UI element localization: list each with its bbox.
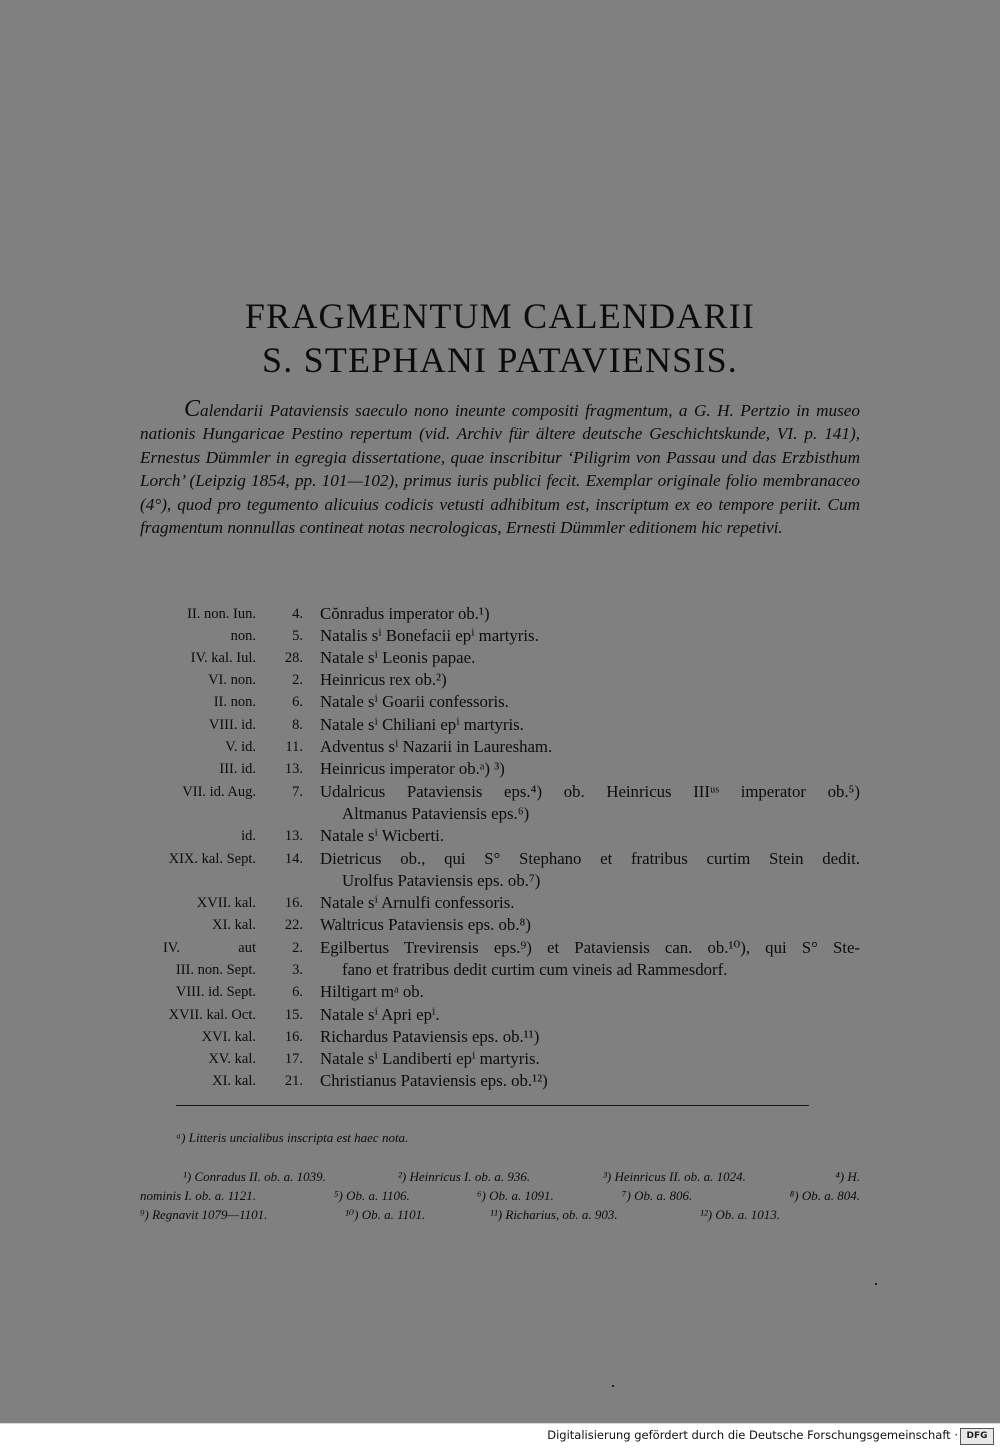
calendar-row	[0, 736, 1000, 758]
calendar-row	[0, 1004, 1000, 1026]
calendar-day: 3.	[292, 962, 303, 978]
calendar-row	[0, 758, 1000, 780]
intro-text: alendarii Pataviensis saeculo nono ineunte compositi fragmentum, a G. H. Pertzio in museo nationis Hungaricae Pestino repertum (vid. Archiv für ältere deutsche Geschichtskunde, VI. p. 141), Ernestus Dümmler in egregia dissertatione, quae inscribitur ‘Piligrim von Passau und das Erzbisthum Lorch’ (Leipzig 1854, pp. 101—102), primus iuris publici fecit. Exemplar originale folio membranaceo (4°), quod pro tegumento alicuius codicis vetusti adhibitum est, inscriptum ex eo tempore periit. Cum fragmentum nonnullas contineat notas necrologicas, Ernesti Dümmler editionem hic repetivi.	[140, 401, 860, 538]
title-line-1: FRAGMENTUM CALENDARII	[244, 296, 756, 336]
calendar-date: XIX. kal. Sept.	[168, 851, 256, 867]
footnote: ⁶) Ob. a. 1091.	[477, 1188, 554, 1203]
calendar-entry: Egilbertus Trevirensis eps.⁹) et Pataviensis can. ob.¹⁰), qui S° Ste-	[320, 938, 860, 957]
calendar-date: XVII. kal.	[196, 895, 256, 911]
calendar-day: 2.	[292, 672, 303, 688]
calendar-date: III. id.	[219, 761, 256, 777]
calendar-row	[0, 803, 1000, 825]
calendar-entry: Waltricus Pataviensis eps. ob.⁸)	[320, 915, 531, 934]
calendar-day: 14.	[284, 851, 303, 867]
calendar-day: 2.	[292, 940, 303, 956]
calendar-row	[0, 1048, 1000, 1070]
calendar-row	[0, 625, 1000, 647]
footnote: ⁸) Ob. a. 804.	[789, 1188, 860, 1203]
footnote: ¹²) Ob. a. 1013.	[700, 1207, 781, 1222]
calendar-date: non.	[230, 628, 256, 644]
footnote-rule	[176, 1105, 809, 1106]
intro-initial: C	[184, 396, 201, 422]
calendar-date: IV.	[162, 940, 180, 956]
calendar-entry: Natale sⁱ Arnulfi confessoris.	[320, 893, 515, 912]
calendar-row	[0, 959, 1000, 981]
calendar-entry-continuation: Altmanus Pataviensis eps.⁶)	[342, 804, 530, 823]
calendar-entry: Cŏnradus imperator ob.¹)	[320, 604, 490, 623]
calendar-entry: Dietricus ob., qui S° Stephano et fratribus curtim Stein dedit.	[320, 849, 860, 868]
calendar-day: 16.	[284, 895, 303, 911]
calendar-row	[0, 647, 1000, 669]
calendar-date: III. non. Sept.	[175, 962, 256, 978]
calendar-day: 4.	[292, 606, 303, 622]
calendar-day: 11.	[285, 739, 303, 755]
calendar-day: 7.	[292, 784, 303, 800]
calendar-row	[0, 848, 1000, 870]
calendar-row	[0, 914, 1000, 936]
calendar-date: II. non.	[213, 694, 256, 710]
calendar-entry: Adventus sⁱ Nazarii in Lauresham.	[320, 737, 553, 756]
calendar-date: XV. kal.	[208, 1051, 256, 1067]
footnote: ¹⁰) Ob. a. 1101.	[345, 1207, 426, 1222]
scan-speck	[612, 1385, 614, 1387]
calendar-entry: Natale sⁱ Wicberti.	[320, 826, 445, 845]
calendar-row	[0, 981, 1000, 1003]
calendar-date: XVI. kal.	[201, 1029, 256, 1045]
calendar-entry: Christianus Pataviensis eps. ob.¹²)	[320, 1071, 548, 1090]
calendar-date: XVII. kal. Oct.	[168, 1007, 256, 1023]
footnote: nominis I. ob. a. 1121.	[140, 1188, 257, 1203]
scan-speck	[875, 1283, 877, 1285]
calendar-day: 8.	[292, 717, 303, 733]
calendar-day: 21.	[284, 1073, 303, 1089]
footnote: ⁴) H.	[835, 1169, 860, 1184]
calendar-day: 5.	[292, 628, 303, 644]
calendar-entry: Natale sⁱ Goarii confessoris.	[320, 692, 509, 711]
footnote: ¹) Conradus II. ob. a. 1039.	[183, 1169, 326, 1184]
calendar-entry: Heinricus rex ob.²)	[320, 670, 447, 689]
calendar-day: 13.	[284, 828, 303, 844]
calendar-row	[0, 603, 1000, 625]
calendar-entry: Natale sⁱ Leonis papae.	[320, 648, 476, 667]
calendar-date: VII. id. Aug.	[182, 784, 256, 800]
calendar-day: 6.	[292, 984, 303, 1000]
title-line-2: S. STEPHANI PATAVIENSIS.	[261, 340, 739, 380]
intro-paragraph	[140, 398, 860, 539]
calendar-day: 6.	[292, 694, 303, 710]
footnote: ²) Heinricus I. ob. a. 936.	[398, 1169, 531, 1184]
calendar-date-aut: aut	[238, 940, 256, 956]
funding-note: Digitalisierung gefördert durch die Deutsche Forschungsgemeinschaft ·	[547, 1428, 958, 1442]
calendar-entry: Richardus Pataviensis eps. ob.¹¹)	[320, 1027, 540, 1046]
calendar-date: IV. kal. Iul.	[190, 650, 256, 666]
footnote: ¹¹) Richarius, ob. a. 903.	[490, 1207, 618, 1222]
footnote-a: ᵃ) Litteris uncialibus inscripta est haec nota.	[176, 1130, 409, 1145]
calendar-day: 28.	[284, 650, 303, 666]
footnote: ⁹) Regnavit 1079—1101.	[140, 1207, 268, 1222]
calendar-row	[0, 781, 1000, 803]
calendar-entry: Natalis sⁱ Bonefacii epⁱ martyris.	[320, 626, 539, 645]
calendar-row	[0, 1070, 1000, 1092]
calendar-entry: Udalricus Pataviensis eps.⁴) ob. Heinricus IIIᵘˢ imperator ob.⁵)	[320, 782, 860, 801]
calendar-row	[0, 892, 1000, 914]
footnote: ⁵) Ob. a. 1106.	[334, 1188, 410, 1203]
calendar-date: XI. kal.	[212, 1073, 256, 1089]
calendar-entry: Heinricus imperator ob.ᵃ) ³)	[320, 759, 505, 778]
footnote: ³) Heinricus II. ob. a. 1024.	[603, 1169, 746, 1184]
calendar-date: VIII. id. Sept.	[175, 984, 256, 1000]
footer-bar	[0, 1423, 1000, 1448]
calendar-date: VIII. id.	[208, 717, 256, 733]
dfg-logo-icon: DFG	[960, 1428, 994, 1445]
calendar-row	[0, 825, 1000, 847]
calendar-day: 16.	[284, 1029, 303, 1045]
calendar-row	[0, 669, 1000, 691]
calendar-entry: Natale sⁱ Apri epⁱ.	[320, 1005, 440, 1024]
calendar-row	[0, 691, 1000, 713]
calendar-entry: Natale sⁱ Landiberti epⁱ martyris.	[320, 1049, 540, 1068]
footnote: ⁷) Ob. a. 806.	[622, 1188, 693, 1203]
calendar-date: VI. non.	[208, 672, 256, 688]
calendar-date: II. non. Iun.	[187, 606, 256, 622]
calendar-entry-continuation: Urolfus Pataviensis eps. ob.⁷)	[342, 871, 541, 890]
calendar-row	[0, 714, 1000, 736]
calendar-day: 13.	[284, 761, 303, 777]
calendar-entry: fano et fratribus dedit curtim cum vineis ad Rammesdorf.	[342, 960, 728, 979]
calendar-row	[0, 937, 1000, 959]
calendar-day: 22.	[284, 917, 303, 933]
calendar-day: 17.	[284, 1051, 303, 1067]
calendar-date: id.	[241, 828, 256, 844]
calendar-day: 15.	[284, 1007, 303, 1023]
calendar-row	[0, 870, 1000, 892]
calendar-entry: Hiltigart mᵃ ob.	[320, 982, 424, 1001]
calendar-date: XI. kal.	[212, 917, 256, 933]
calendar-entry: Natale sⁱ Chiliani epⁱ martyris.	[320, 715, 524, 734]
calendar-date: V. id.	[225, 739, 256, 755]
calendar-row	[0, 1026, 1000, 1048]
